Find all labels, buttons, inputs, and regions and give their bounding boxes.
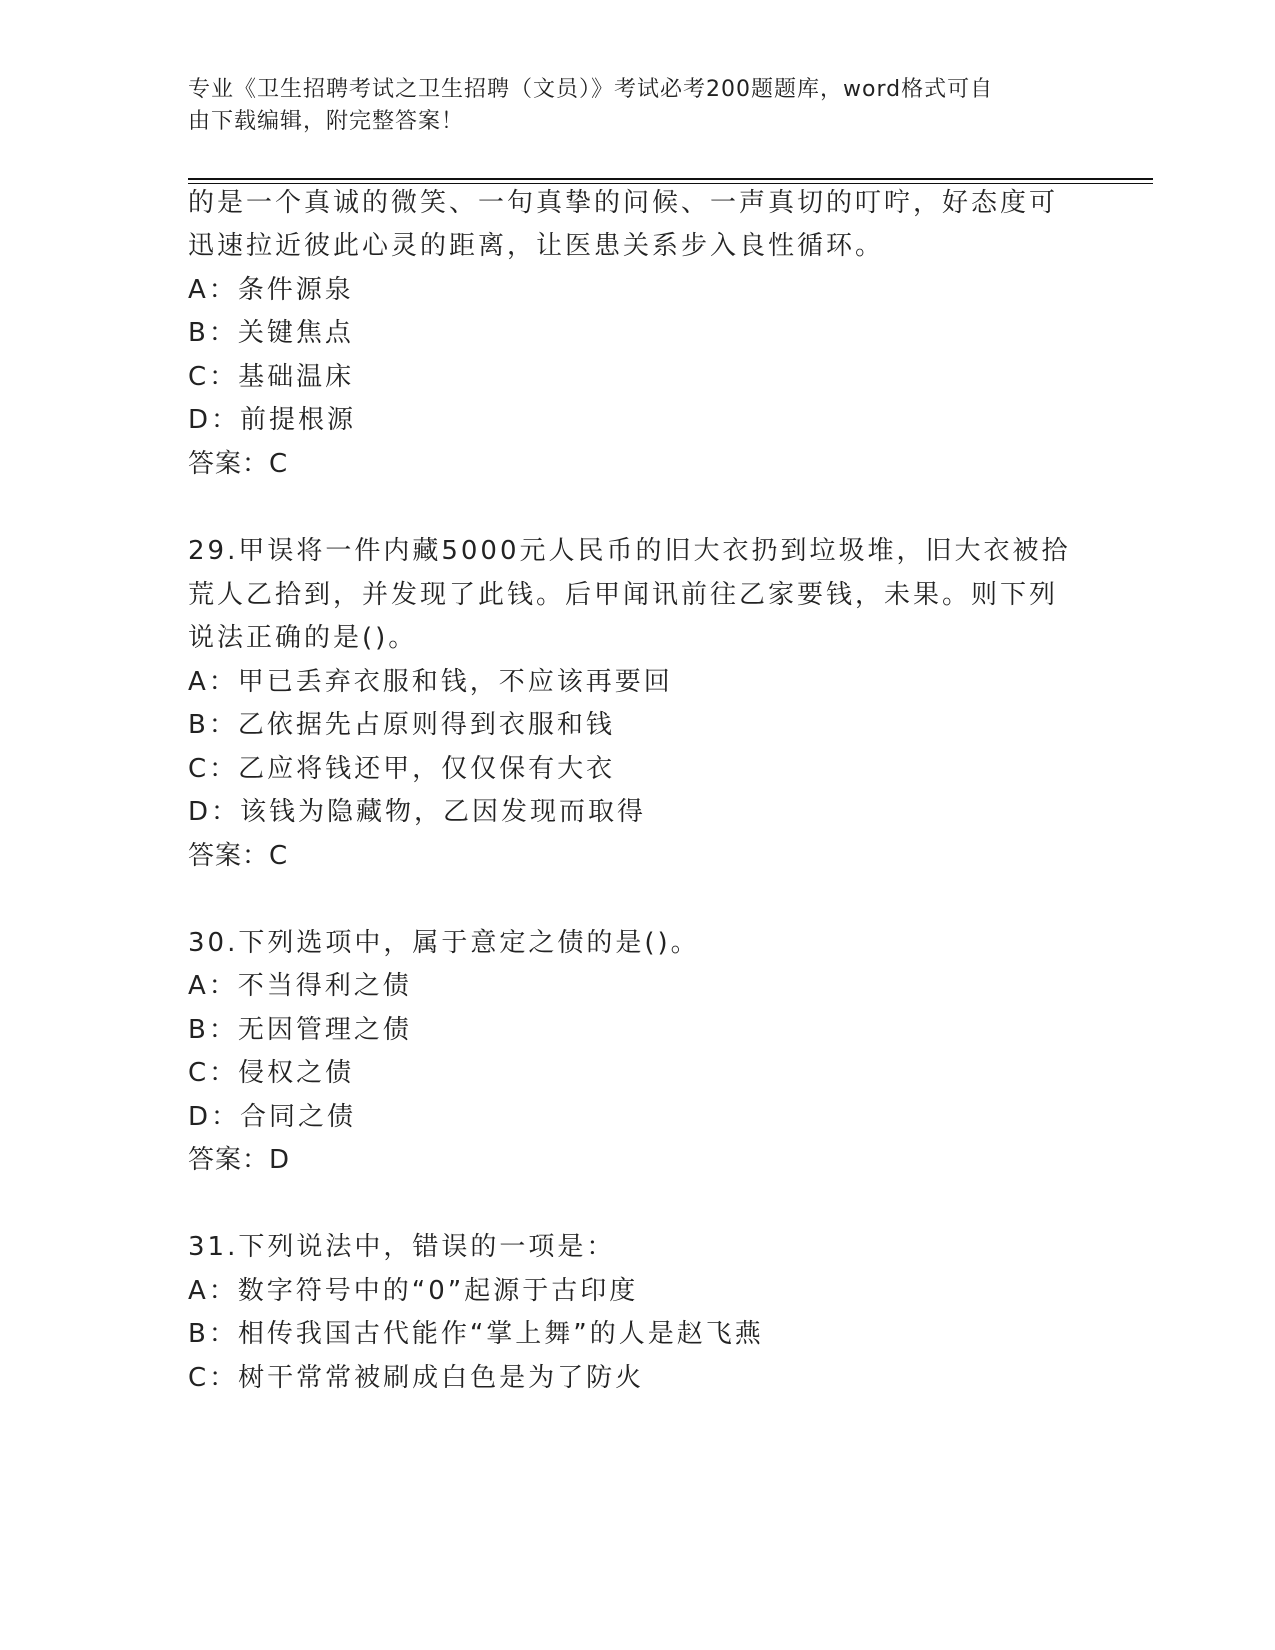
q29-option-b: B：乙依据先占原则得到衣服和钱 (188, 710, 615, 740)
q30-option-a: A：不当得利之债 (188, 971, 412, 1001)
q29-answer: 答案：C (188, 841, 289, 871)
option-d: D：前提根源 (188, 405, 357, 435)
q31-option-a: A：数字符号中的“0”起源于古印度 (188, 1276, 639, 1306)
document-header (188, 74, 1068, 138)
q29-option-c: C：乙应将钱还甲，仅仅保有大衣 (188, 754, 616, 784)
option-c: C：基础温床 (188, 362, 355, 392)
question-29-line-1: 29.甲误将一件内藏5000元人民币的旧大衣扔到垃圾堆，旧大衣被拾 (188, 536, 1071, 566)
question-30-line-1: 30.下列选项中，属于意定之债的是()。 (188, 928, 700, 958)
continuation-line-1: 的是一个真诚的微笑、一句真挚的问候、一声真切的叮咛，好态度可 (188, 188, 1059, 218)
q30-answer: 答案：D (188, 1145, 291, 1175)
header-line-2: 由下载编辑，附完整答案！ (188, 109, 465, 134)
option-a: A：条件源泉 (188, 275, 354, 305)
question-31-line-1: 31.下列说法中，错误的一项是： (188, 1232, 616, 1262)
q30-option-c: C：侵权之债 (188, 1058, 355, 1088)
q31-option-c: C：树干常常被刷成白色是为了防火 (188, 1363, 645, 1393)
q29-option-a: A：甲已丢弃衣服和钱，不应该再要回 (188, 667, 673, 697)
q30-option-d: D：合同之债 (188, 1102, 357, 1132)
header-rule-thin (188, 183, 1153, 184)
question-29-line-3: 说法正确的是()。 (188, 623, 418, 653)
continuation-line-2: 迅速拉近彼此心灵的距离，让医患关系步入良性循环。 (188, 231, 885, 261)
q30-option-b: B：无因管理之债 (188, 1015, 412, 1045)
header-line-1: 专业《卫生招聘考试之卫生招聘（文员）》考试必考200题题库，word格式可自 (188, 77, 994, 102)
option-b: B：关键焦点 (188, 318, 354, 348)
header-rule-thick (188, 178, 1153, 180)
answer: 答案：C (188, 449, 289, 479)
q31-option-b: B：相传我国古代能作“掌上舞”的人是赵飞燕 (188, 1319, 764, 1349)
q29-option-d: D：该钱为隐藏物，乙因发现而取得 (188, 797, 647, 827)
question-29-line-2: 荒人乙拾到，并发现了此钱。后甲闻讯前往乙家要钱，未果。则下列 (188, 580, 1059, 610)
